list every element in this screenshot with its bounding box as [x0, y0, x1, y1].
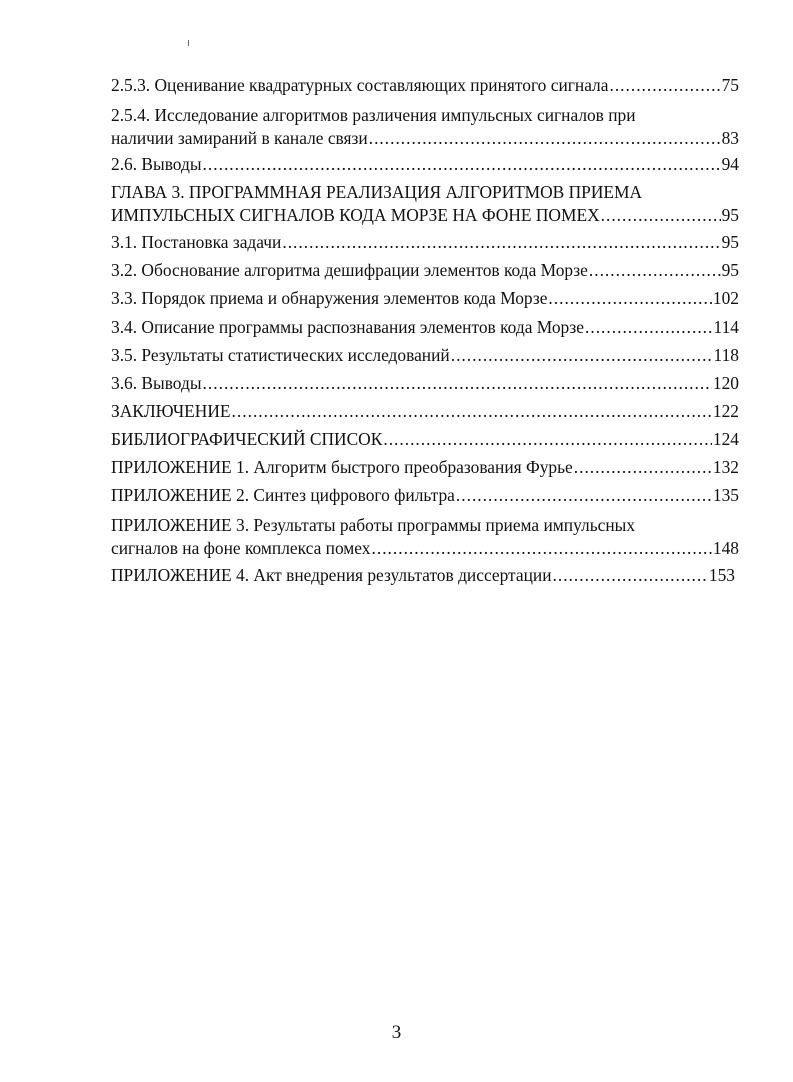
- toc-entry: [111, 104, 739, 150]
- leader-dots: [203, 153, 721, 176]
- toc-entry-title-line1: ПРИЛОЖЕНИЕ 3. Результаты работы программы приема импульсных: [111, 515, 636, 535]
- leader-dots: [369, 127, 721, 150]
- toc-entry: [111, 74, 739, 97]
- toc-entry: [111, 514, 739, 560]
- toc-entry-title: БИБЛИОГРАФИЧЕСКИЙ СПИСОК: [111, 429, 383, 449]
- toc-entry-page: 148: [712, 538, 739, 558]
- toc-entry-page: 95: [721, 232, 739, 252]
- toc-entry: [111, 428, 739, 451]
- toc-entry-page: 132: [712, 457, 739, 477]
- leader-dots: [601, 204, 721, 227]
- toc-entry-title: 3.6. Выводы: [111, 373, 202, 393]
- toc-entry-title: 3.2. Обоснование алгоритма дешифрации элементов кода Морзе: [111, 260, 588, 280]
- leader-dots: [574, 456, 712, 479]
- toc-entry: [111, 153, 739, 176]
- leader-dots: [451, 344, 713, 367]
- leader-dots: [203, 372, 712, 395]
- toc-entry-page: 102: [712, 288, 739, 308]
- toc-entry-title: 2.5.3. Оценивание квадратурных составляющих принятого сигнала: [111, 75, 609, 95]
- toc-entry: [111, 231, 739, 254]
- toc-entry-page: 135: [712, 485, 739, 505]
- toc-entry-page: 124: [712, 429, 739, 449]
- toc-entry: [111, 564, 739, 587]
- toc-entry-title: 3.4. Описание программы распознавания элементов кода Морзе: [111, 317, 585, 337]
- toc-entry-title: ПРИЛОЖЕНИЕ 4. Акт внедрения результатов диссертации: [111, 565, 552, 585]
- toc-entry-title-line2: наличии замираний в канале связи: [111, 128, 368, 148]
- toc-entry-page: 122: [712, 401, 739, 421]
- leader-dots: [585, 316, 713, 339]
- toc-entry-page: 118: [713, 345, 739, 365]
- toc-entry: [111, 372, 739, 395]
- toc-entry-page: 75: [721, 75, 739, 95]
- toc-entry-title: ПРИЛОЖЕНИЕ 1. Алгоритм быстрого преобразования Фурье: [111, 457, 573, 477]
- leader-dots: [383, 428, 712, 451]
- toc-entry-page: 120: [712, 373, 739, 393]
- leader-dots: [553, 564, 708, 587]
- toc-entry-page: 83: [721, 128, 739, 148]
- toc-entry: [111, 316, 739, 339]
- toc-chapter-entry: [111, 181, 739, 227]
- toc-entry-title: 3.5. Результаты статистических исследований: [111, 345, 450, 365]
- toc-entry-page: 153: [708, 565, 735, 585]
- toc-entry-title-line2: сигналов на фоне комплекса помех: [111, 538, 371, 558]
- toc-entry-title: 2.6. Выводы: [111, 154, 202, 174]
- page-number: 3: [391, 1022, 402, 1043]
- toc-entry-page: 114: [713, 317, 739, 337]
- leader-dots: [232, 400, 712, 423]
- leader-dots: [548, 287, 711, 310]
- leader-dots: [456, 484, 712, 507]
- toc-entry-title-line1: ГЛАВА 3. ПРОГРАММНАЯ РЕАЛИЗАЦИЯ АЛГОРИТМОВ ПРИЕМА: [111, 182, 643, 202]
- toc-entry: [111, 259, 739, 282]
- toc-entry-title: 3.1. Постановка задачи: [111, 232, 282, 252]
- leader-dots: [609, 74, 720, 97]
- leader-dots: [589, 259, 721, 282]
- toc-entry: [111, 484, 739, 507]
- toc-entry: [111, 400, 739, 423]
- toc-entry-page: 95: [721, 205, 739, 225]
- scan-mark: [188, 40, 189, 46]
- toc-entry: [111, 456, 739, 479]
- toc-entry-title: ЗАКЛЮЧЕНИЕ: [111, 401, 231, 421]
- toc-entry-title: ПРИЛОЖЕНИЕ 2. Синтез цифрового фильтра: [111, 485, 455, 505]
- toc-entry-page: 94: [721, 154, 739, 174]
- toc-entry: [111, 344, 739, 367]
- toc-entry-title: 3.3. Порядок приема и обнаружения элементов кода Морзе: [111, 288, 548, 308]
- toc-entry-title-line1: 2.5.4. Исследование алгоритмов различения импульсных сигналов при: [111, 105, 636, 125]
- leader-dots: [372, 537, 712, 560]
- toc-entry: [111, 287, 739, 310]
- toc-entry-page: 95: [721, 260, 739, 280]
- leader-dots: [282, 231, 720, 254]
- toc-entry-title-line2: ИМПУЛЬСНЫХ СИГНАЛОВ КОДА МОРЗЕ НА ФОНЕ ПОМЕХ: [111, 205, 600, 225]
